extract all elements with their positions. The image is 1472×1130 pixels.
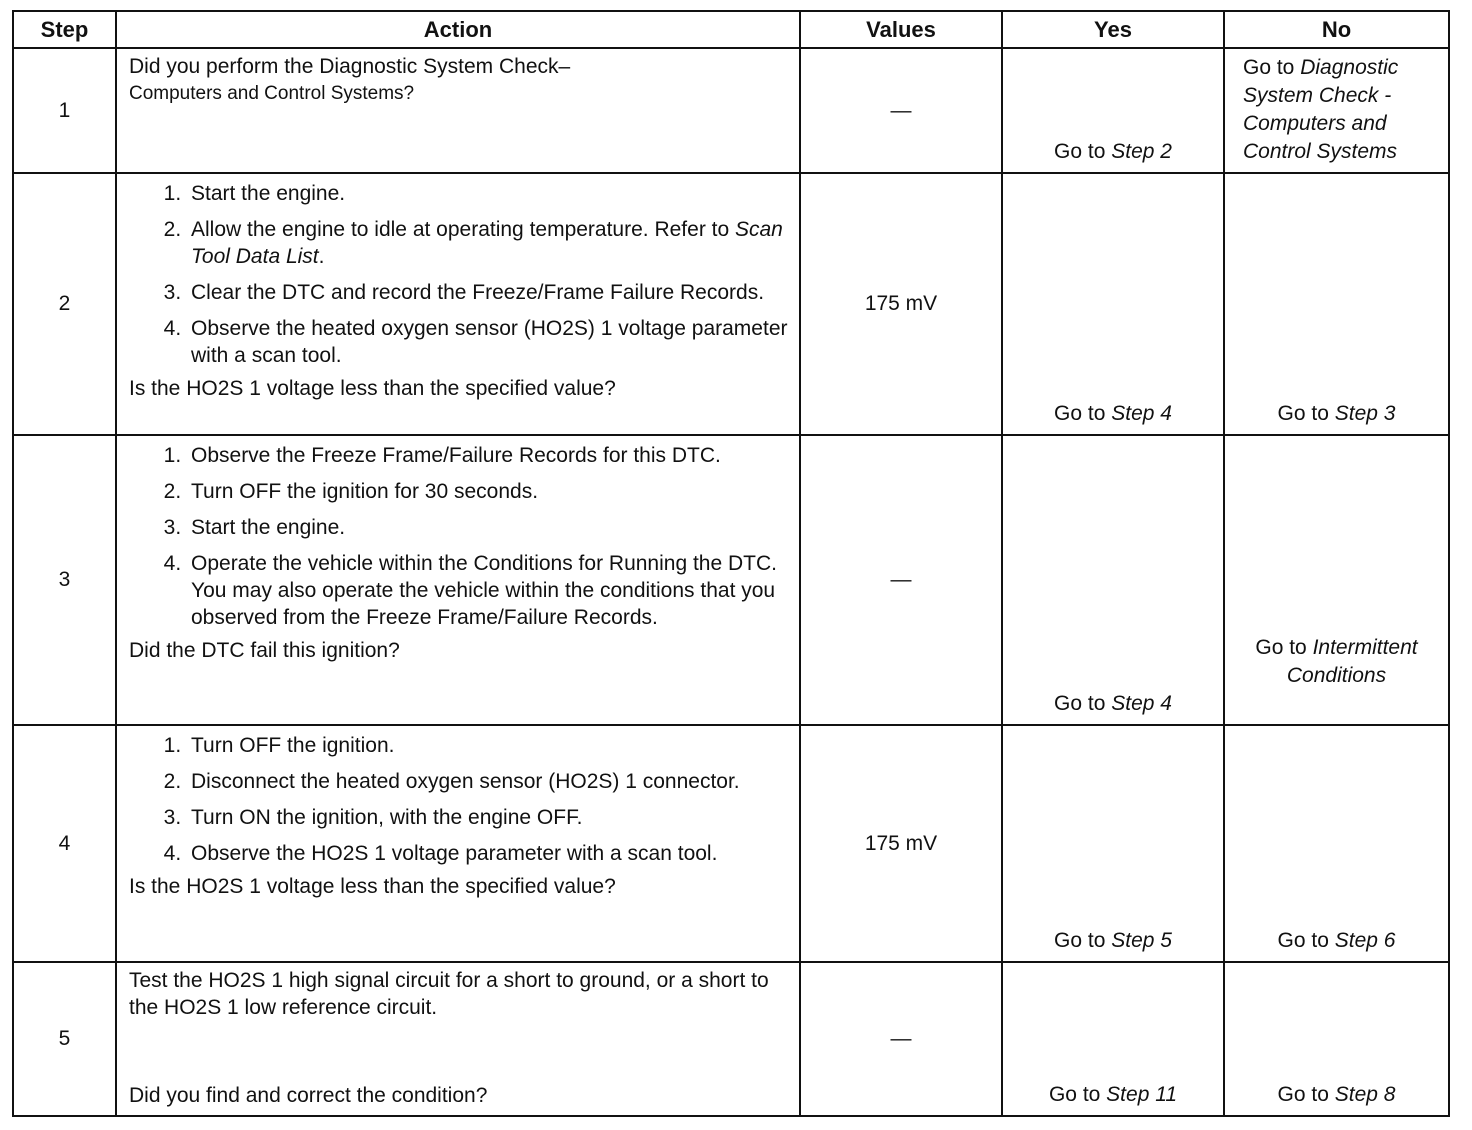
no-prefix: Go to [1277,402,1335,425]
no-prefix: Go to [1255,636,1313,659]
no-cell[interactable] [1224,962,1449,1116]
action-cell [116,962,800,1116]
action-question: Is the HO2S 1 voltage less than the specified value? [129,875,616,898]
step-number: 5 [13,962,116,1116]
value-cell [800,725,1002,962]
yes-cell[interactable] [1002,173,1224,435]
table-row [13,435,1449,725]
value-cell [800,435,1002,725]
list-item: 2. Turn OFF the ignition for 30 seconds. [187,478,789,505]
no-cell[interactable] [1224,725,1449,962]
table-row [13,48,1449,173]
action-cell [116,173,800,435]
list-item: 4. Observe the heated oxygen sensor (HO2S) 1 voltage parameter with a scan tool. [187,315,789,369]
list-item: 3. Clear the DTC and record the Freeze/Frame Failure Records. [187,279,789,306]
no-link[interactable]: Step 3 [1334,402,1396,425]
action-list [129,442,789,631]
step-number: 3 [13,435,116,725]
no-prefix: Go to [1277,1083,1335,1106]
value-text: 175 mV [864,292,938,315]
list-item: 1. Turn OFF the ignition. [187,732,789,759]
value-text: — [890,1027,912,1050]
yes-cell[interactable] [1002,48,1224,173]
yes-cell[interactable] [1002,725,1224,962]
action-text: Did you perform the Diagnostic System Check– [129,55,571,78]
action-list [129,180,789,369]
list-item: 1. Start the engine. [187,180,789,207]
no-link[interactable]: Diagnostic System Check - Computers and Control Systems [1243,56,1399,163]
action-question: Did you find and correct the condition? [129,1084,488,1107]
step-number: 1 [13,48,116,173]
no-prefix: Go to [1243,56,1301,79]
yes-link[interactable]: Step 4 [1111,402,1172,425]
table-row [13,962,1449,1116]
yes-prefix: Go to [1054,929,1112,952]
value-text: — [890,98,912,122]
yes-cell[interactable] [1002,435,1224,725]
no-prefix: Go to [1277,929,1335,952]
table-row [13,173,1449,435]
yes-prefix: Go to [1054,692,1112,715]
list-item: 1. Observe the Freeze Frame/Failure Records for this DTC. [187,442,789,469]
header-step: Step [13,11,116,48]
value-text: — [890,568,912,591]
action-cell [116,435,800,725]
action-list [129,732,789,867]
value-cell [800,173,1002,435]
no-link[interactable]: Step 6 [1334,929,1396,952]
value-cell [800,962,1002,1116]
no-cell[interactable] [1224,173,1449,435]
value-cell [800,48,1002,173]
action-cell [116,725,800,962]
step-number: 2 [13,173,116,435]
action-question: Did the DTC fail this ignition? [129,639,400,662]
header-yes: Yes [1002,11,1224,48]
action-text: Computers and Control Systems? [129,83,415,104]
yes-link[interactable]: Step 4 [1111,692,1172,715]
yes-prefix: Go to [1054,140,1112,163]
step-number: 4 [13,725,116,962]
no-cell[interactable] [1224,48,1449,173]
header-action: Action [116,11,800,48]
list-item: 3. Start the engine. [187,514,789,541]
list-item: 2. Allow the engine to idle at operating temperature. Refer to Scan Tool Data List. [187,216,789,270]
header-row [13,11,1449,48]
list-item: 4. Observe the HO2S 1 voltage parameter with a scan tool. [187,840,789,867]
list-item: 2. Disconnect the heated oxygen sensor (HO2S) 1 connector. [187,768,789,795]
table-row [13,725,1449,962]
list-item: 3. Turn ON the ignition, with the engine OFF. [187,804,789,831]
yes-prefix: Go to [1048,1083,1107,1106]
diagnostic-table [12,10,1450,1117]
no-link[interactable]: Intermittent Conditions [1286,636,1418,687]
header-no: No [1224,11,1449,48]
value-text: 175 mV [864,831,938,855]
yes-prefix: Go to [1054,402,1112,425]
action-question: Is the HO2S 1 voltage less than the specified value? [129,377,616,400]
list-item: 4. Operate the vehicle within the Conditions for Running the DTC. You may also operate the vehicle within the conditions that you observed from the Freeze Frame/Failure Records. [187,550,789,631]
yes-cell[interactable] [1002,962,1224,1116]
no-cell[interactable] [1224,435,1449,725]
action-cell [116,48,800,173]
action-text: Test the HO2S 1 high signal circuit for a short to ground, or a short to the HO2S 1 low reference circuit. [129,969,769,1019]
header-values: Values [800,11,1002,48]
reference-link[interactable]: Scan Tool Data List [191,218,783,268]
yes-link[interactable]: Step 2 [1111,140,1172,163]
no-link[interactable]: Step 8 [1334,1083,1396,1106]
yes-link[interactable]: Step 11 [1106,1083,1178,1106]
yes-link[interactable]: Step 5 [1111,929,1172,952]
